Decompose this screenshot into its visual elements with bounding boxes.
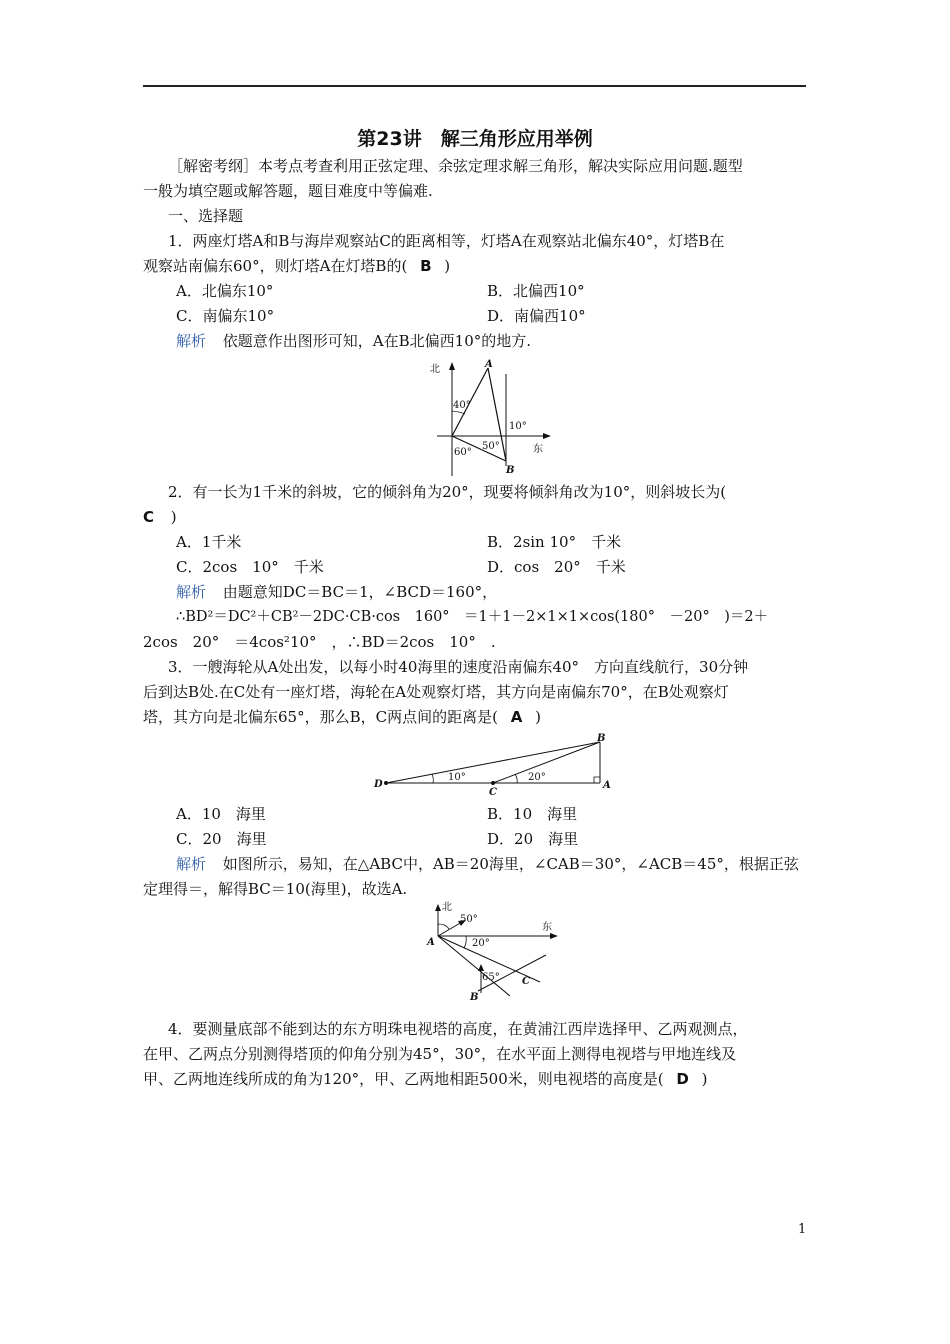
q3-close: ): [535, 708, 541, 726]
q1-analysis: [176, 331, 531, 351]
q4-answer: D: [676, 1070, 689, 1088]
q3-line-3: [143, 707, 541, 727]
q3-fig2-angle-20: 20°: [472, 938, 490, 949]
q3-answer: A: [510, 708, 523, 726]
q3-fig2-angle-50: 50°: [460, 914, 478, 925]
q3-analysis-2: 定理得＝，解得BC＝10(海里)，故选A.: [143, 880, 408, 898]
q1-fig-point-b: B: [506, 465, 515, 476]
q1-option-d: D．南偏西10°: [487, 307, 586, 325]
q3-option-c: C．20 海里: [176, 830, 267, 848]
q1-figure: [425, 356, 560, 481]
q2-analysis-2: ∴BD²＝DC²＋CB²－2DC·CB·cos 160° ＝1＋1－2×1×1×cos(180° －20° )＝2＋: [176, 609, 769, 625]
intro-line-1: ［解密考纲］本考点考查利用正弦定理、余弦定理求解三角形，解决实际应用问题.题型: [168, 157, 743, 175]
q1-option-a: A．北偏东10°: [176, 282, 274, 300]
q3-fig2-north-label: 北: [442, 902, 452, 913]
q1-fig-angle-50: 50°: [482, 441, 500, 452]
q2-close: ): [170, 508, 177, 526]
q2-option-c: C．2cos 10° 千米: [176, 558, 324, 576]
q2-line-1: 2．有一长为1千米的斜坡，它的倾斜角为20°，现要将倾斜角改为10°，则斜坡长为(: [168, 483, 727, 501]
q3-fig1-angle-20: 20°: [528, 772, 546, 783]
q1-analysis-text: 依题意作出图形可知，A在B北偏西10°的地方.: [222, 332, 532, 350]
q1-line-2: [143, 256, 450, 276]
q3-fig2-point-c: C: [522, 976, 530, 987]
q3-fig2-angle-65: 65°: [482, 972, 500, 983]
q3-fig2-point-b: B: [470, 992, 479, 1000]
q4-line-3: [143, 1069, 708, 1089]
q1-fig-angle-60: 60°: [454, 447, 472, 458]
header-rule: [143, 85, 806, 87]
q1-line-1: 1．两座灯塔A和B与海岸观察站C的距离相等，灯塔A在观察站北偏东40°，灯塔B在: [168, 232, 725, 250]
q2-option-d: D．cos 20° 千米: [487, 558, 626, 576]
q3-figure-2: [422, 900, 562, 1000]
q2-analysis-3: 2cos 20° ＝4cos²10° ，∴BD＝2cos 10° .: [143, 633, 496, 651]
q1-fig-angle-40: 40°: [453, 400, 471, 411]
q3-option-a: A．10 海里: [176, 805, 266, 823]
q2-analysis-label: 解析: [176, 583, 207, 601]
q2-option-a: A．1千米: [176, 533, 242, 551]
page-number: 1: [798, 1222, 807, 1237]
q2-analysis-text-1: 由题意知DC＝BC＝1，∠BCD＝160°，: [222, 583, 498, 601]
q1-fig-north-label: 北: [430, 364, 440, 375]
q4-stem-end: 甲、乙两地连线所成的角为120°，甲、乙两地相距500米，则电视塔的高度是(: [143, 1070, 664, 1088]
q3-line-2: 后到达B处.在C处有一座灯塔，海轮在A处观察灯塔，其方向是南偏东70°，在B处观察灯: [143, 683, 729, 701]
q2-line-2: [143, 507, 177, 527]
intro-line-2: 一般为填空题或解答题，题目难度中等偏难.: [143, 182, 433, 200]
q3-fig1-point-c: C: [489, 787, 497, 798]
q3-line-1: 3．一艘海轮从A处出发，以每小时40海里的速度沿南偏东40° 方向直线航行，30分钟: [168, 658, 749, 676]
q2-option-b: B．2sin 10° 千米: [487, 533, 622, 551]
q3-fig2-point-a: A: [427, 937, 435, 948]
q3-option-d: D．20 海里: [487, 830, 579, 848]
q1-option-c: C．南偏东10°: [176, 307, 275, 325]
q2-answer: C: [143, 508, 155, 526]
q3-fig1-point-a: A: [603, 780, 611, 791]
q1-fig-east-label: 东: [533, 444, 543, 455]
q4-close: ): [701, 1070, 708, 1088]
q3-fig1-point-d: D: [374, 779, 383, 790]
page-title: 第23讲 解三角形应用举例: [357, 128, 593, 150]
q1-answer: B: [420, 257, 432, 275]
q3-fig1-point-b: B: [597, 733, 606, 744]
q1-stem-end: 观察站南偏东60°，则灯塔A在灯塔B的(: [143, 257, 408, 275]
q4-line-1: 4．要测量底部不能到达的东方明珠电视塔的高度，在黄浦江西岸选择甲、乙两观测点，: [168, 1020, 748, 1038]
q3-stem-end: 塔，其方向是北偏东65°，那么B，C两点间的距离是(: [143, 708, 498, 726]
q3-analysis-label: 解析: [176, 855, 207, 873]
q1-analysis-label: 解析: [176, 332, 207, 350]
q3-fig2-east-label: 东: [542, 922, 552, 933]
q3-analysis-1: [176, 854, 799, 874]
q3-analysis-text-1: 如图所示，易知，在△ABC中，AB＝20海里，∠CAB＝30°，∠ACB＝45°，根据正弦: [222, 855, 799, 873]
q4-line-2: 在甲、乙两点分别测得塔顶的仰角分别为45°，30°，在水平面上测得电视塔与甲地连线及: [143, 1045, 737, 1063]
q3-option-b: B．10 海里: [487, 805, 578, 823]
q1-option-b: B．北偏西10°: [487, 282, 585, 300]
section-heading: 一、选择题: [168, 207, 244, 225]
q1-fig-point-a: A: [485, 359, 493, 370]
q1-fig-angle-10: 10°: [509, 421, 527, 432]
q1-close: ): [444, 257, 451, 275]
q3-fig1-angle-10: 10°: [448, 772, 466, 783]
q2-analysis-1: [176, 582, 497, 602]
q3-figure-1: [370, 730, 615, 798]
